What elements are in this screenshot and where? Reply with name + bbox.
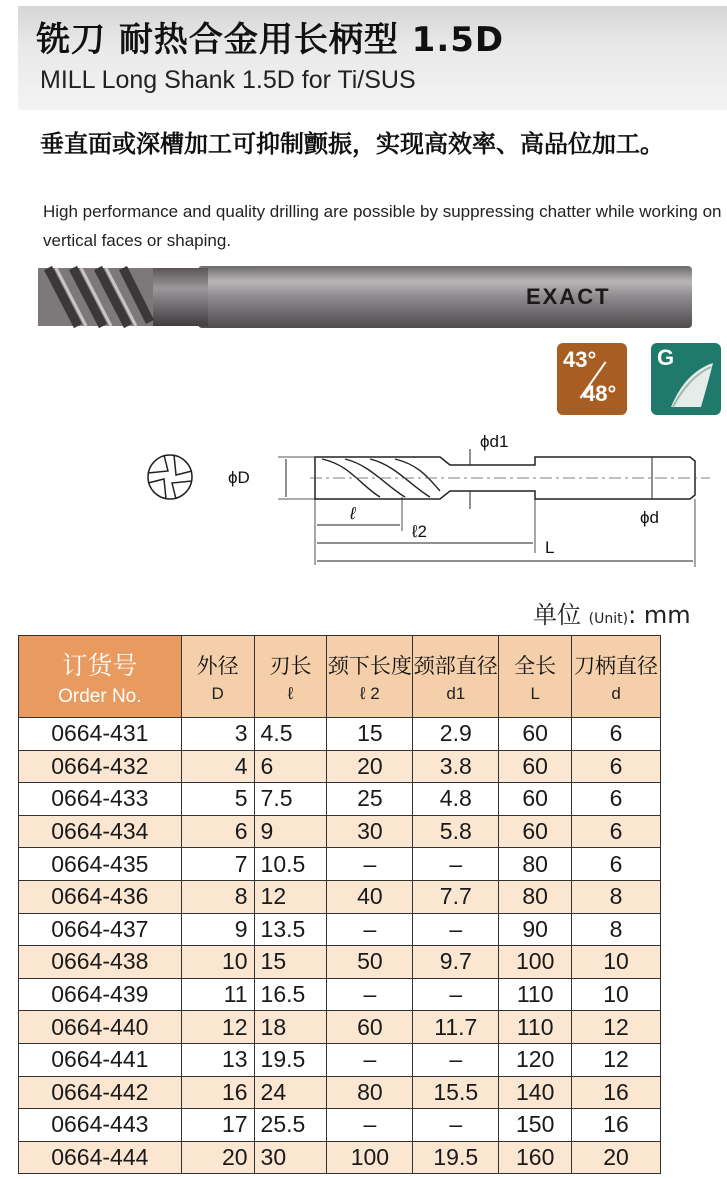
cell-overall-length: 80 — [499, 848, 572, 881]
cell-neck-length: – — [327, 1109, 413, 1142]
cell-shank-diameter: 6 — [572, 815, 661, 848]
grade-swirl-icon — [651, 343, 721, 415]
table-row — [19, 848, 661, 881]
cell-flute-length: 18 — [254, 1011, 327, 1044]
cell-diameter: 6 — [181, 815, 254, 848]
cell-shank-diameter: 16 — [572, 1109, 661, 1142]
cell-neck-diameter: – — [413, 978, 499, 1011]
cell-shank-diameter: 12 — [572, 1043, 661, 1076]
cell-order-no: 0664-440 — [19, 1011, 182, 1044]
cell-diameter: 17 — [181, 1109, 254, 1142]
cell-neck-diameter: 19.5 — [413, 1141, 499, 1174]
cell-flute-length: 9 — [254, 815, 327, 848]
cell-diameter: 12 — [181, 1011, 254, 1044]
table-header-row — [19, 636, 661, 718]
cell-neck-diameter: 4.8 — [413, 783, 499, 816]
col-order-no: 订货号 Order No. — [19, 636, 182, 718]
col-neck-length: 颈下长度 ℓ 2 — [327, 636, 413, 718]
cell-neck-diameter: – — [413, 1109, 499, 1142]
cell-shank-diameter: 10 — [572, 946, 661, 979]
cell-overall-length: 110 — [499, 1011, 572, 1044]
cell-overall-length: 60 — [499, 815, 572, 848]
table-row — [19, 880, 661, 913]
table-row — [19, 1011, 661, 1044]
col-flute-length: 刃长 ℓ — [254, 636, 327, 718]
cell-shank-diameter: 16 — [572, 1076, 661, 1109]
cell-overall-length: 100 — [499, 946, 572, 979]
label-l: ℓ — [350, 504, 356, 523]
col-shank-diameter: 刀柄直径 d — [572, 636, 661, 718]
cell-flute-length: 4.5 — [254, 718, 327, 751]
helix-angle-1: 43° — [563, 347, 597, 372]
cell-neck-diameter: – — [413, 848, 499, 881]
cell-overall-length: 60 — [499, 783, 572, 816]
cell-overall-length: 60 — [499, 750, 572, 783]
cell-neck-length: – — [327, 848, 413, 881]
label-l2: ℓ2 — [412, 522, 427, 541]
cell-overall-length: 150 — [499, 1109, 572, 1142]
cell-neck-length: – — [327, 1043, 413, 1076]
cell-diameter: 13 — [181, 1043, 254, 1076]
cell-overall-length: 140 — [499, 1076, 572, 1109]
table-row — [19, 1043, 661, 1076]
cell-neck-diameter: 11.7 — [413, 1011, 499, 1044]
cell-diameter: 5 — [181, 783, 254, 816]
helix-angle-2: 48° — [583, 381, 617, 406]
cell-shank-diameter: 6 — [572, 750, 661, 783]
table-row — [19, 913, 661, 946]
cell-shank-diameter: 8 — [572, 913, 661, 946]
cell-shank-diameter: 8 — [572, 880, 661, 913]
label-D: ϕD — [228, 468, 250, 487]
cell-order-no: 0664-435 — [19, 848, 182, 881]
cell-order-no: 0664-438 — [19, 946, 182, 979]
cell-flute-length: 24 — [254, 1076, 327, 1109]
cell-order-no: 0664-444 — [19, 1141, 182, 1174]
unit-label — [533, 595, 691, 630]
cell-neck-diameter: – — [413, 1043, 499, 1076]
cell-diameter: 11 — [181, 978, 254, 1011]
cell-neck-length: – — [327, 913, 413, 946]
cell-shank-diameter: 6 — [572, 848, 661, 881]
cell-neck-length: 15 — [327, 718, 413, 751]
cell-neck-diameter: 15.5 — [413, 1076, 499, 1109]
description-cn: 垂直面或深槽加工可抑制颤振，实现高效率、高品位加工。 — [40, 130, 664, 158]
cell-order-no: 0664-431 — [19, 718, 182, 751]
cell-flute-length: 16.5 — [254, 978, 327, 1011]
description-en: High performance and quality drilling are possible by suppressing chatter while working on vertical faces or shaping. — [43, 202, 722, 250]
cell-order-no: 0664-434 — [19, 815, 182, 848]
table-row — [19, 1141, 661, 1174]
cell-neck-diameter: – — [413, 913, 499, 946]
cell-diameter: 4 — [181, 750, 254, 783]
cross-section-icon — [148, 455, 192, 499]
cell-flute-length: 12 — [254, 880, 327, 913]
cell-neck-diameter: 9.7 — [413, 946, 499, 979]
cell-overall-length: 110 — [499, 978, 572, 1011]
end-mill-photo — [38, 262, 696, 330]
cell-order-no: 0664-442 — [19, 1076, 182, 1109]
unit-value: mm — [643, 601, 691, 629]
col-overall-length: 全长 L — [499, 636, 572, 718]
cell-flute-length: 19.5 — [254, 1043, 327, 1076]
cell-neck-length: 100 — [327, 1141, 413, 1174]
cell-order-no: 0664-439 — [19, 978, 182, 1011]
cell-overall-length: 60 — [499, 718, 572, 751]
cell-flute-length: 6 — [254, 750, 327, 783]
cell-neck-diameter: 2.9 — [413, 718, 499, 751]
cell-overall-length: 160 — [499, 1141, 572, 1174]
cell-overall-length: 90 — [499, 913, 572, 946]
table-row — [19, 1109, 661, 1142]
grade-letter: G — [657, 345, 675, 370]
cell-overall-length: 80 — [499, 880, 572, 913]
cell-order-no: 0664-436 — [19, 880, 182, 913]
label-d: ϕd — [640, 508, 659, 527]
cell-neck-length: – — [327, 978, 413, 1011]
cell-neck-length: 80 — [327, 1076, 413, 1109]
cell-neck-length: 20 — [327, 750, 413, 783]
cell-neck-diameter: 5.8 — [413, 815, 499, 848]
grade-badge — [651, 343, 721, 415]
cell-neck-length: 25 — [327, 783, 413, 816]
cell-diameter: 7 — [181, 848, 254, 881]
cell-overall-length: 120 — [499, 1043, 572, 1076]
table-row — [19, 718, 661, 751]
table-row — [19, 783, 661, 816]
label-L: L — [545, 538, 555, 557]
cell-order-no: 0664-441 — [19, 1043, 182, 1076]
unit-en: (Unit) — [588, 611, 629, 627]
cell-diameter: 10 — [181, 946, 254, 979]
cell-diameter: 16 — [181, 1076, 254, 1109]
cell-shank-diameter: 6 — [572, 718, 661, 751]
brand-label: EXACT — [526, 284, 611, 309]
table-row — [19, 946, 661, 979]
cell-diameter: 9 — [181, 913, 254, 946]
cell-flute-length: 13.5 — [254, 913, 327, 946]
cell-flute-length: 30 — [254, 1141, 327, 1174]
label-d1: ϕd1 — [480, 432, 509, 451]
cell-shank-diameter: 10 — [572, 978, 661, 1011]
cell-neck-length: 40 — [327, 880, 413, 913]
col-diameter: 外径 D — [181, 636, 254, 718]
cell-neck-length: 50 — [327, 946, 413, 979]
cell-neck-length: 60 — [327, 1011, 413, 1044]
cell-neck-length: 30 — [327, 815, 413, 848]
cell-diameter: 3 — [181, 718, 254, 751]
unit-cn: 单位 — [533, 601, 581, 629]
table-row — [19, 815, 661, 848]
cell-shank-diameter: 6 — [572, 783, 661, 816]
page-subtitle: MILL Long Shank 1.5D for Ti/SUS — [40, 66, 416, 94]
cell-order-no: 0664-443 — [19, 1109, 182, 1142]
cell-diameter: 20 — [181, 1141, 254, 1174]
col-neck-diameter: 颈部直径 d1 — [413, 636, 499, 718]
helix-angle-badge — [557, 343, 627, 415]
cell-flute-length: 25.5 — [254, 1109, 327, 1142]
table-row — [19, 978, 661, 1011]
cell-flute-length: 10.5 — [254, 848, 327, 881]
cell-neck-diameter: 7.7 — [413, 880, 499, 913]
page-title: 铣刀 耐热合金用长柄型 1.5D — [36, 20, 505, 60]
cell-order-no: 0664-437 — [19, 913, 182, 946]
cell-flute-length: 15 — [254, 946, 327, 979]
cell-flute-length: 7.5 — [254, 783, 327, 816]
unit-colon: : — [628, 601, 637, 629]
table-row — [19, 1076, 661, 1109]
cell-diameter: 8 — [181, 880, 254, 913]
cell-neck-diameter: 3.8 — [413, 750, 499, 783]
cell-shank-diameter: 20 — [572, 1141, 661, 1174]
spec-table — [18, 635, 661, 1174]
table-row — [19, 750, 661, 783]
cell-order-no: 0664-432 — [19, 750, 182, 783]
cell-shank-diameter: 12 — [572, 1011, 661, 1044]
cell-order-no: 0664-433 — [19, 783, 182, 816]
dimension-diagram — [140, 425, 720, 575]
